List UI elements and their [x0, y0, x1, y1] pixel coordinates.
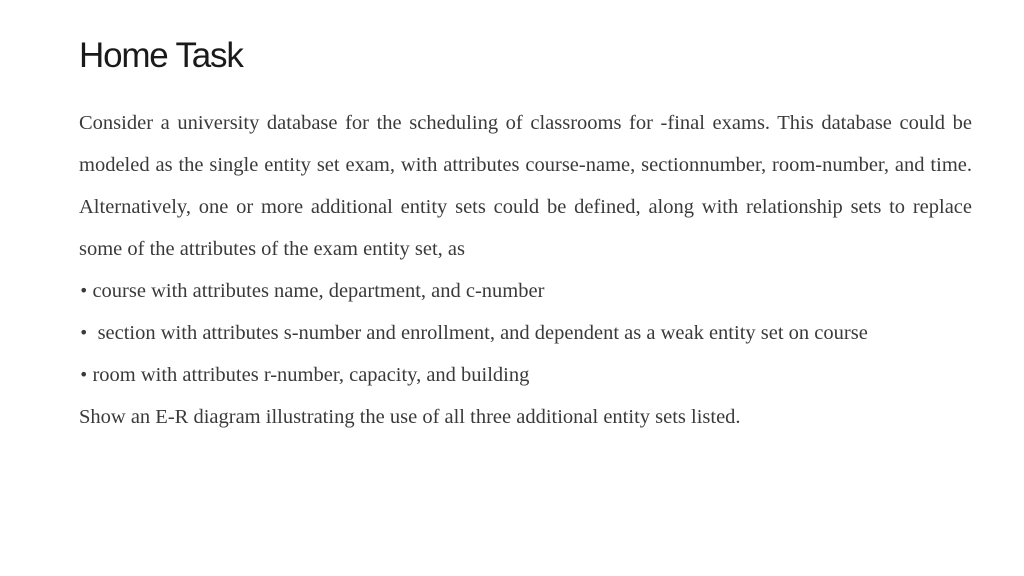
slide-title: Home Task: [79, 36, 243, 75]
bullet-item-room: [79, 354, 972, 396]
bullet-item-course: [79, 270, 972, 312]
bullet-dot-icon: •: [79, 323, 89, 342]
bullet-text: course with attributes name, department, and c-number: [92, 280, 545, 302]
bullet-text: room with attributes r-number, capacity, and building: [92, 364, 530, 386]
bullet-dot-icon: •: [79, 365, 89, 384]
closing-paragraph: Show an E-R diagram illustrating the use of all three additional entity sets listed.: [79, 406, 741, 428]
bullet-item-section: [79, 312, 972, 354]
slide-body: [79, 102, 972, 438]
bullet-text: section with attributes s-number and enrollment, and dependent as a weak entity set on course: [97, 322, 868, 344]
intro-paragraph: Consider a university database for the scheduling of classrooms for -final exams. This database could be modeled as the single entity set exam, with attributes course-name, sectionnumber, room-number, and time. Alternatively, one or more additional entity sets could be defined, along with relationship sets to replace some of the attributes of the exam entity set, as: [79, 112, 972, 260]
bullet-dot-icon: •: [79, 281, 89, 300]
